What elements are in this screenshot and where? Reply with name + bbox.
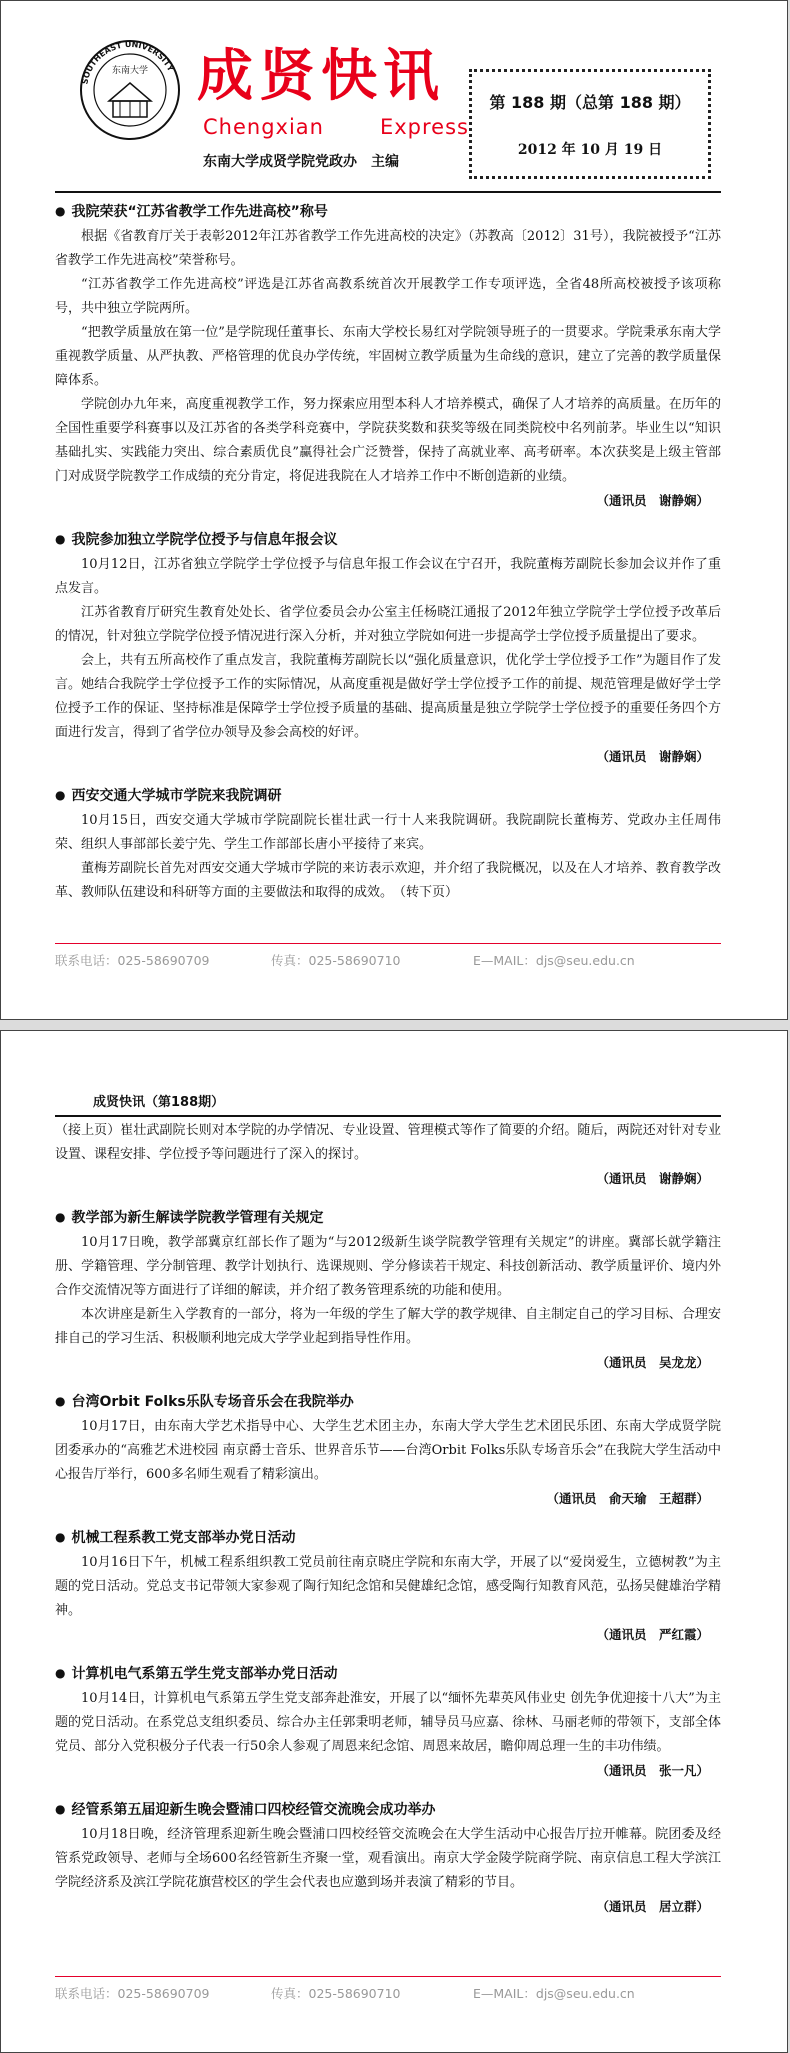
footer-phone: 联系电话：025-58690709 [55, 1986, 210, 2001]
issue-number: 第 188 期（总第 188 期） [489, 93, 691, 112]
article-paragraph: 江苏省教育厅研究生教育处处长、省学位委员会办公室主任杨晓江通报了2012年独立学院学士学位授予改革后的情况，针对独立学院学位授予情况进行深入分析，并对独立学院如何进一步提高学士学位授予质量提出了要求。 [55, 605, 721, 644]
article-paragraph: “江苏省教学工作先进高校”评选是江苏省高教系统首次开展教学工作专项评选，全省48所高校被授予该项称号，共中独立学院两所。 [55, 277, 721, 316]
article-paragraph: 10月16日下午，机械工程系组织教工党员前往南京晓庄学院和东南大学，开展了以“爱岗爱生，立德树教”为主题的党日活动。党总支书记带领大家参观了陶行知纪念馆和吴健雄纪念馆，感受陶行知教育风范，弘扬吴健雄治学精神。 [55, 1555, 721, 1618]
footer-fax: 传真：025-58690710 [271, 1986, 401, 2001]
page-two [0, 1030, 788, 2053]
article-paragraph: 会上，共有五所高校作了重点发言，我院董梅芳副院长以“强化质量意识，优化学士学位授予工作”为题目作了发言。她结合我院学士学位授予工作的实际情况，从高度重视是做好学士学位授予工作的前提、规范管理是做好学士学位授予工作的保证、坚持标准是保障学士学位授予质量的基础、提高质量是独立学院学士学位授予的重要任务四个方面进行发言，得到了省学位办领导及参会高校的好评。 [55, 653, 721, 740]
article-title: ● 经管系第五届迎新生晚会暨浦口四校经管交流晚会成功举办 [55, 1797, 721, 1823]
article-paragraph: 10月17日晚，教学部冀京红部长作了题为“与2012级新生谈学院教学管理有关规定”的讲座。冀部长就学籍注册、学籍管理、学分制管理、教学计划执行、选课规则、学分修读若干规定、科技创新活动、教学质量评价、境内外合作交流情况等方面进行了详细的解读，并介绍了教务管理系统的功能和使用。 [55, 1235, 721, 1298]
article-paragraph: 10月12日，江苏省独立学院学士学位授予与信息年报工作会议在宁召开，我院董梅芳副院长参加会议并作了重点发言。 [55, 557, 721, 596]
article-paragraph: “把教学质量放在第一位”是学院现任董事长、东南大学校长易红对学院领导班子的一贯要求。学院秉承东南大学重视教学质量、从严执教、严格管理的优良办学传统，牢固树立教学质量为生命线的意识，建立了完善的教学质量保障体系。 [55, 325, 721, 388]
svg-text:SOUTHEAST UNIVERSITY: SOUTHEAST UNIVERSITY [80, 39, 176, 85]
header-rule [55, 191, 721, 193]
running-head: 成贤快讯（第188期） [93, 1095, 225, 1110]
reporter-signature: （通讯员 谢静娴） [596, 1171, 709, 1186]
reporter-signature: （通讯员 谢静娴） [596, 493, 709, 508]
article-paragraph: 董梅芳副院长首先对西安交通大学城市学院的来访表示欢迎，并介绍了我院概况，以及在人才培养、教育教学改革、教师队伍建设和科研等方面的主要做法和取得的成效。 （转下页） [55, 861, 721, 900]
article-title: ● 计算机电气系第五学生党支部举办党日活动 [55, 1661, 721, 1687]
page-one-content [55, 199, 721, 905]
footer-email: E—MAIL：djs@seu.edu.cn [473, 953, 635, 968]
reporter-signature: （通讯员 严红霞） [596, 1627, 709, 1642]
issue-box [469, 69, 711, 179]
newsletter-title: 成贤快讯 [197, 44, 445, 109]
article-title: ● 我院参加独立学院学位授予与信息年报会议 [55, 527, 721, 553]
issuer: 东南大学成贤学院党政办 主编 [203, 154, 399, 170]
reporter-signature: （通讯员 谢静娴） [596, 749, 709, 764]
footer-rule [55, 943, 721, 944]
page-one [0, 0, 788, 1020]
continued-paragraph: （接上页）崔壮武副院长则对本学院的办学情况、专业设置、管理模式等作了简要的介绍。随后，两院还对针对专业设置、课程安排、学位授予等问题进行了深入的探讨。 [55, 1123, 721, 1162]
article-title: ● 机械工程系教工党支部举办党日活动 [55, 1525, 721, 1551]
svg-text:东南大学: 东南大学 [111, 66, 149, 76]
reporter-signature: （通讯员 俞天瑜 王超群） [546, 1491, 709, 1506]
article-title: ● 教学部为新生解读学院教学管理有关规定 [55, 1205, 721, 1231]
article-paragraph: 本次讲座是新生入学教育的一部分，将为一年级的学生了解大学的教学规律、自主制定自己的学习目标、合理安排自己的学习生活、积极顺利地完成大学学业起到指导性作用。 [55, 1307, 721, 1346]
article-title: ● 台湾Orbit Folks乐队专场音乐会在我院举办 [55, 1389, 721, 1415]
reporter-signature: （通讯员 吴龙龙） [596, 1355, 709, 1370]
newsletter-title-en: Chengxian Express [203, 115, 469, 139]
article-paragraph: 10月14日，计算机电气系第五学生党支部奔赴淮安，开展了以“缅怀先辈英风伟业史 创先争优迎接十八大”为主题的党日活动。在系党总支组织委员、综合办主任郭秉明老师，辅导员马应嘉、徐林、马丽老师的带领下，支部全体党员、部分入党积极分子代表一行50余人参观了周恩来纪念馆、周恩来故居，瞻仰周总理一生的丰功伟绩。 [55, 1691, 721, 1754]
reporter-signature: （通讯员 张一凡） [596, 1763, 709, 1778]
university-seal-icon [79, 39, 181, 141]
article-paragraph: 学院创办九年来，高度重视教学工作，努力探索应用型本科人才培养模式，确保了人才培养的高质量。在历年的全国性重要学科赛事以及江苏省的各类学科竞赛中，学院获奖数和获奖等级在同类院校中名列前茅。毕业生以“知识基础扎实、实践能力突出、综合素质优良”赢得社会广泛赞誉，保持了高就业率、高考研率。本次获奖是上级主管部门对成贤学院教学工作成绩的充分肯定，将促进我院在人才培养工作中不断创造新的业绩。 [55, 397, 721, 484]
issue-date: 2012 年 10 月 19 日 [517, 142, 663, 158]
article-paragraph: 根据《省教育厅关于表彰2012年江苏省教学工作先进高校的决定》（苏教高〔2012〕31号），我院被授予“江苏省教学工作先进高校”荣誉称号。 [55, 229, 721, 268]
reporter-signature: （通讯员 居立群） [596, 1899, 709, 1914]
article-title: ● 我院荣获“江苏省教学工作先进高校”称号 [55, 199, 721, 225]
footer-phone: 联系电话：025-58690709 [55, 953, 210, 968]
article-title: ● 西安交通大学城市学院来我院调研 [55, 783, 721, 809]
footer-fax: 传真：025-58690710 [271, 953, 401, 968]
article-paragraph: 10月15日，西安交通大学城市学院副院长崔壮武一行十人来我院调研。我院副院长董梅芳、党政办主任周伟荣、组织人事部部长姜宁先、学生工作部部长唐小平接待了来宾。 [55, 813, 721, 852]
running-head-rule [55, 1115, 721, 1117]
article-paragraph: 10月18日晚，经济管理系迎新生晚会暨浦口四校经管交流晚会在大学生活动中心报告厅拉开帷幕。院团委及经管系党政领导、老师与全场600名经管新生齐聚一堂，观看演出。南京大学金陵学院商学院、南京信息工程大学滨江学院经济系及滨江学院花旗营校区的学生会代表也应邀到场并表演了精彩的节目。 [55, 1827, 721, 1890]
footer-email: E—MAIL：djs@seu.edu.cn [473, 1986, 635, 2001]
page-two-content [55, 1119, 721, 1919]
article-paragraph: 10月17日，由东南大学艺术指导中心、大学生艺术团主办，东南大学大学生艺术团民乐团、东南大学成贤学院团委承办的“高雅艺术进校园 南京爵士音乐、世界音乐节——台湾Orbit Folks乐队专场音乐会”在我院大学生活动中心报告厅举行，600多名师生观看了精彩演出。 [55, 1419, 721, 1482]
footer-rule [55, 1976, 721, 1977]
